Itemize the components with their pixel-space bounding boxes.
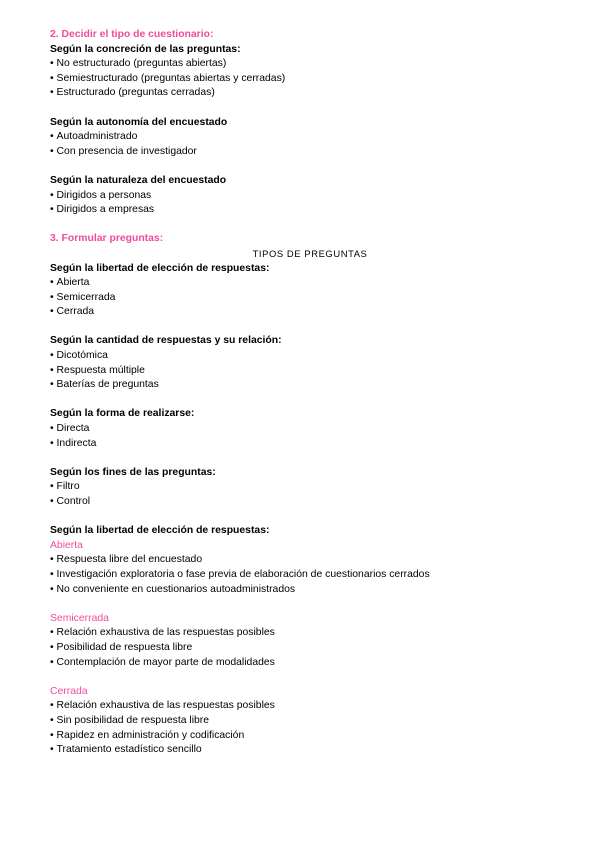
detail-title: Según la libertad de elección de respuestas: (50, 525, 270, 537)
group-title: Según los fines de las preguntas: (50, 466, 216, 478)
list-item: • Filtro (50, 480, 570, 495)
group-title: Según la libertad de elección de respuestas: (50, 262, 270, 274)
group-title: Según la concreción de las preguntas: (50, 43, 241, 55)
subsection-label-abierta: Abierta (50, 539, 83, 551)
list-item: • Dicotómica (50, 349, 570, 364)
types-title: TIPOS DE PREGUNTAS (252, 247, 368, 259)
list-item: • Respuesta libre del encuestado (50, 553, 570, 568)
list-item: • Indirecta (50, 437, 570, 452)
subsection-label-cerrada: Cerrada (50, 685, 88, 697)
list-item: • Tratamiento estadístico sencillo (50, 743, 570, 758)
list-item: • Directa (50, 422, 570, 437)
list-item: • Contemplación de mayor parte de modalidades (50, 656, 570, 671)
list-item: • Dirigidos a personas (50, 189, 570, 204)
list-item: • Estructurado (preguntas cerradas) (50, 86, 570, 101)
list-item: • Respuesta múltiple (50, 364, 570, 379)
list-item: • No conveniente en cuestionarios autoadministrados (50, 583, 570, 598)
group-title: Según la forma de realizarse: (50, 408, 195, 420)
list-item: • Baterías de preguntas (50, 378, 570, 393)
subsection-label-semicerrada: Semicerrada (50, 612, 109, 624)
list-item: • Posibilidad de respuesta libre (50, 641, 570, 656)
list-item: • Con presencia de investigador (50, 145, 570, 160)
section-2-heading: 2. Decidir el tipo de cuestionario: (50, 29, 214, 40)
list-item: • Semiestructurado (preguntas abiertas y cerradas) (50, 72, 570, 87)
list-item: • Relación exhaustiva de las respuestas posibles (50, 626, 570, 641)
list-item: • Abierta (50, 276, 570, 291)
list-item: • Cerrada (50, 305, 570, 320)
list-item: • Control (50, 495, 570, 510)
list-item: • Autoadministrado (50, 130, 570, 145)
list-item: • Semicerrada (50, 291, 570, 306)
group-title: Según la cantidad de respuestas y su relación: (50, 335, 282, 347)
list-item: • Investigación exploratoria o fase previa de elaboración de cuestionarios cerrados (50, 568, 570, 583)
list-item: • Sin posibilidad de respuesta libre (50, 714, 570, 729)
list-item: • Dirigidos a empresas (50, 203, 570, 218)
list-item: • Relación exhaustiva de las respuestas posibles (50, 699, 570, 714)
group-title: Según la naturaleza del encuestado (50, 174, 227, 186)
section-3-heading: 3. Formular preguntas: (50, 233, 164, 245)
list-item: • No estructurado (preguntas abiertas) (50, 57, 570, 72)
group-title: Según la autonomía del encuestado (50, 116, 228, 128)
list-item: • Rapidez en administración y codificación (50, 729, 570, 744)
document-page (50, 28, 570, 758)
